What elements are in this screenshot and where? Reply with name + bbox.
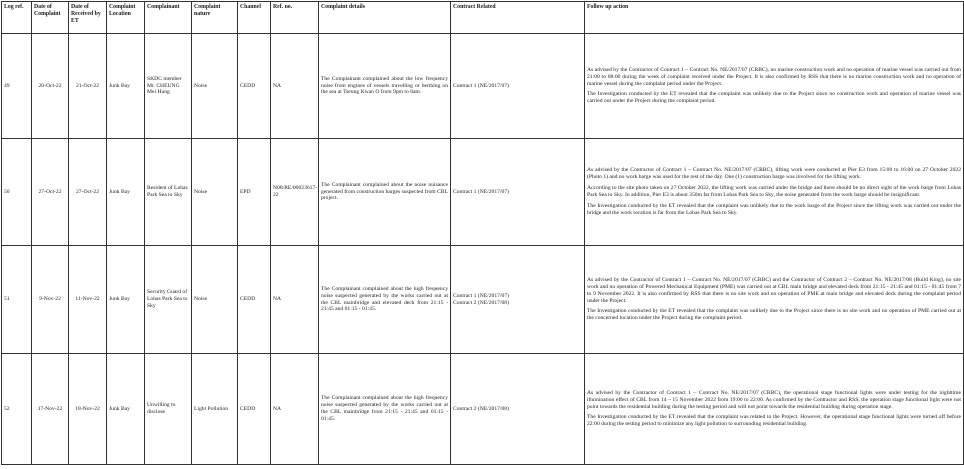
date-complaint-cell: 9-Nov-22 <box>32 246 69 354</box>
nature-cell: Noise <box>192 139 238 246</box>
contract-line: Contract 2 (NE/2017/08) <box>453 405 509 412</box>
log-ref-cell: 52 <box>2 354 32 465</box>
header-date-complaint: Date of Complaint <box>32 2 69 34</box>
complainant-cell: SKDC member Mr. CHEUNG Mei Hung <box>145 34 192 139</box>
header-log-ref: Log ref. <box>2 2 32 34</box>
table-row <box>2 139 964 246</box>
contract-line: Contract 1 (NE/2017/07) <box>453 82 509 89</box>
header-complainant: Complainant <box>145 2 192 34</box>
header-channel: Channel <box>238 2 271 34</box>
contract-cell <box>451 34 585 139</box>
details-cell: The Complainant complained about the high frequency noise suspected generated by the works carried out at the CBL mainbridge from 21:15 - 21:45 and 01:15 - 01:45. <box>319 354 451 465</box>
follow-up-paragraph: The Investigation conducted by the ET revealed that the complaint was related to the Project. However, the operational stage functional lights were turned off before 22:00 during the testing period to minimize any light pollution to surrounding residential building. <box>587 414 961 428</box>
follow-up-paragraph: As advised by the Contractor of Contract 1 – Contract No. NE/2017/07 (CRBC), the operational stage functional lights were under testing for the nighttime illumination effect of CBL from 14 – 15 November 2022 from 19:00 to 22:00. As confirmed by the Contractor and RSS, the operation stage functional light were not point towards the residential building during the testing period and will not point towards the residential building during operation stage. <box>587 389 961 410</box>
channel-cell: CEDD <box>238 246 271 354</box>
date-complaint-cell: 27-Oct-22 <box>32 139 69 246</box>
header-date-received: Date of Received by ET <box>69 2 107 34</box>
ref-no-cell: NA <box>271 246 319 354</box>
header-contract: Contract Related <box>451 2 585 34</box>
follow-up-paragraph: The Investigation conducted by the ET revealed that the complaint was unlikely due to the Project since no construction work and operation of marine vessel was carried out under the Project during the complaint period. <box>587 91 961 105</box>
follow-up-paragraph: As advised by the Contractor of Contract 1 – Contract No. NE/2017/07 (CRBC) and the Contractor of Contract 2 – Contract No. NE/2017/08 (Build King), no site work and no operation of Powered Mechanical Equipment (PME) was carried out at CBL main bridge and elevated deck from 21:15 - 21:45 and 01:15 - 01:45 from 7 to 9 November 2022. It is also confirmed by RSS that there is no site work and no operation of PME at main bridge and elevated deck during the complaint period under the Project. <box>587 276 961 304</box>
channel-cell: CEDD <box>238 34 271 139</box>
details-cell: The Complainant complained about the noise nuisance generated from construction barges suspected from CBL project. <box>319 139 451 246</box>
contract-line: Contract 1 (NE/2017/07) <box>453 188 509 195</box>
details-cell: The Complainant complained about the low frequency noise from engines of vessels travelling or berthing on the sea at Tseung Kwan O from 9pm to 8am. <box>319 34 451 139</box>
ref-no-cell: NA <box>271 354 319 465</box>
contract-cell <box>451 246 585 354</box>
follow-up-cell <box>585 34 964 139</box>
ref-no-cell: N08/RE/00023617-22 <box>271 139 319 246</box>
channel-cell: EPD <box>238 139 271 246</box>
complaint-log-table <box>1 1 964 465</box>
location-cell: Junk Bay <box>107 139 145 246</box>
contract-line: Contract 2 (NE/2017/08) <box>453 299 509 306</box>
follow-up-paragraph: As advised by the Contractor of Contract 1 – Contract No. NE/2017/07 (CRBC), lifting work were conducted at Pier E3 from 15:00 to 16:00 on 27 October 2022 (Photo 1) and no work barge was used for the rest of the day. One (1) construction barge was involved for the lifting work. <box>587 167 961 181</box>
follow-up-paragraph: The Investigation conducted by the ET revealed that the complaint was unlikely due to the Project since there is no site work and no operation of PME carried out at the concerned location under the Project during the complaint period. <box>587 308 961 322</box>
header-follow-up: Follow up action <box>585 2 964 34</box>
header-row <box>2 2 964 34</box>
nature-cell: Noise <box>192 246 238 354</box>
location-cell: Junk Bay <box>107 354 145 465</box>
table-row <box>2 246 964 354</box>
complainant-cell: Resident of Lohas Park Sea to Sky <box>145 139 192 246</box>
log-ref-cell: 50 <box>2 139 32 246</box>
date-received-cell: 11-Nov-22 <box>69 246 107 354</box>
follow-up-cell <box>585 139 964 246</box>
follow-up-paragraph: The Investigation conducted by the ET revealed that the complaint was unlikely due to the work barge of the Project since the lifting work was carried out under the bridge and the work location is far from the Lohas Park Sea to Sky. <box>587 202 961 216</box>
complainant-cell: Security Guard of Lohas Park Sea to Sky <box>145 246 192 354</box>
follow-up-cell <box>585 246 964 354</box>
nature-cell: Light Pollution <box>192 354 238 465</box>
header-location: Complaint Location <box>107 2 145 34</box>
table-row <box>2 34 964 139</box>
date-received-cell: 21-Oct-22 <box>69 34 107 139</box>
details-cell: The Complainant complained about the high frequency noise suspected generated by the works carried out at the CBL mainbridge and elevated deck from 21:15 - 21:45 and 01:15 - 01:45. <box>319 246 451 354</box>
header-nature: Complaint nature <box>192 2 238 34</box>
log-ref-cell: 49 <box>2 34 32 139</box>
header-details: Complaint details <box>319 2 451 34</box>
table-row <box>2 354 964 465</box>
nature-cell: Noise <box>192 34 238 139</box>
header-ref-no: Ref. no. <box>271 2 319 34</box>
follow-up-paragraph: As advised by the Contractor of Contract 1 – Contract No. NE/2017/07 (CRBC), no marine construction work and no operation of marine vessel was carried out from 21:00 to 08:00 during the week of complaint received under the Project. It is also confirmed by RSS that there is no marine construction work and no operation of marine vessel during the complaint period under the Project. <box>587 66 961 87</box>
contract-cell <box>451 139 585 246</box>
date-received-cell: 27-Oct-22 <box>69 139 107 246</box>
channel-cell: CEDD <box>238 354 271 465</box>
follow-up-cell <box>585 354 964 465</box>
contract-line: Contract 1 (NE/2017/07) <box>453 292 509 299</box>
follow-up-paragraph: According to the site photo taken on 27 October 2022, the lifting work was carried under the bridge and there should be no direct sight of the work barge from Lohas Park Sea to Sky. In addition, Pier E3 is about 350m far from Lohas Park Sea to Sky, the noise generated from the work barge should be insignificant. <box>587 185 961 198</box>
date-complaint-cell: 17-Nov-22 <box>32 354 69 465</box>
contract-cell <box>451 354 585 465</box>
location-cell: Junk Bay <box>107 34 145 139</box>
date-received-cell: 18-Nov-22 <box>69 354 107 465</box>
date-complaint-cell: 20-Oct-22 <box>32 34 69 139</box>
location-cell: Junk Bay <box>107 246 145 354</box>
complainant-cell: Unwilling to disclose <box>145 354 192 465</box>
ref-no-cell: NA <box>271 34 319 139</box>
log-ref-cell: 51 <box>2 246 32 354</box>
